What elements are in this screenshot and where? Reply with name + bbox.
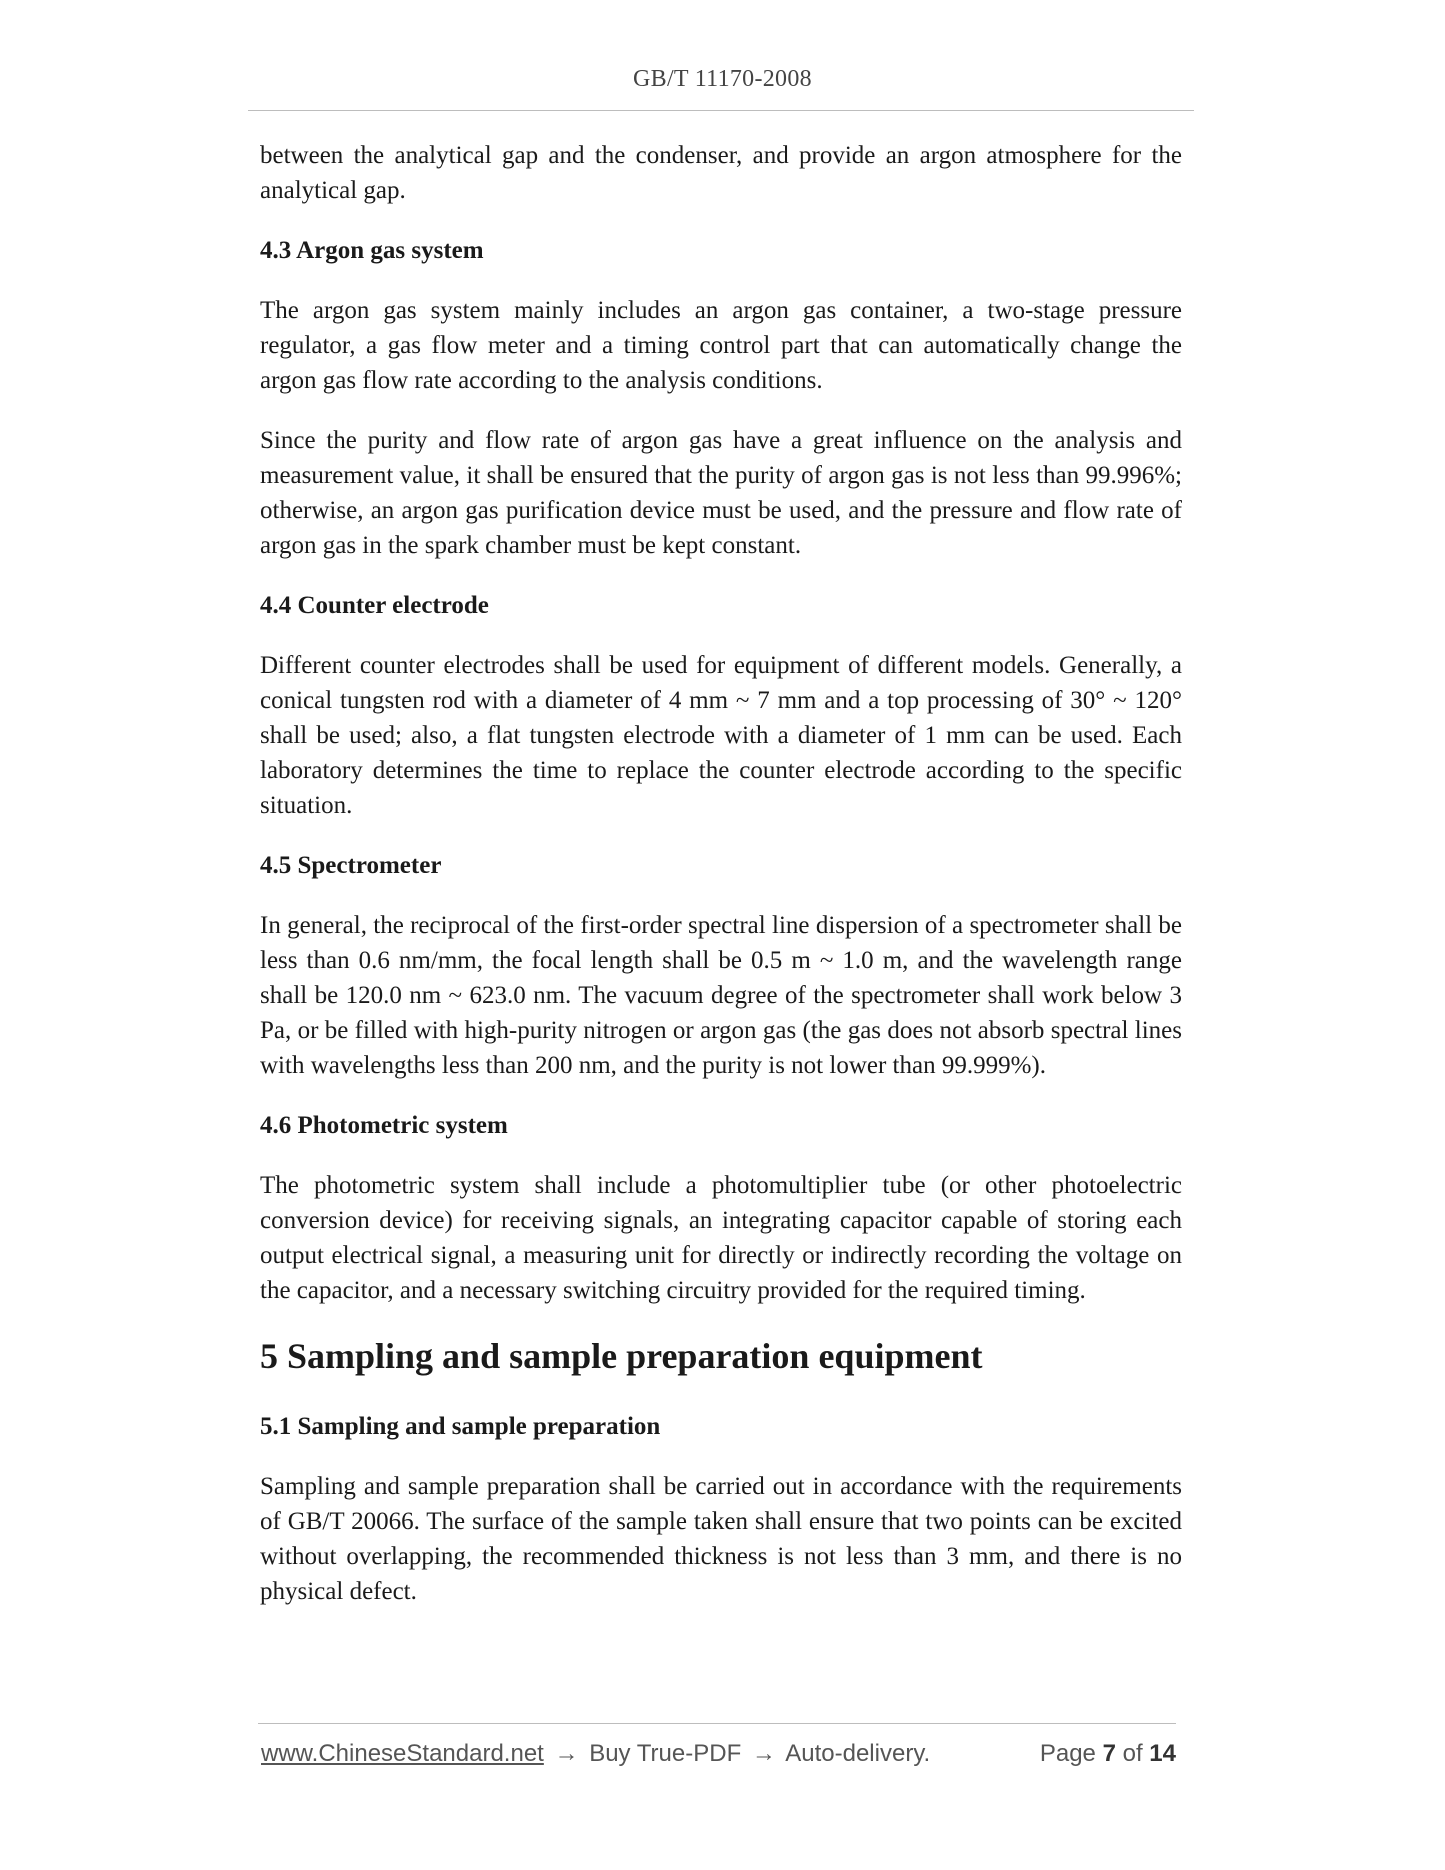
section-5-1-heading: 5.1 Sampling and sample preparation <box>260 1413 661 1440</box>
arrow-right-icon: → <box>751 1740 776 1767</box>
current-page-number: 7 <box>1102 1740 1116 1767</box>
footer-promo <box>261 1740 930 1768</box>
section-4-4-heading: 4.4 Counter electrode <box>260 592 489 619</box>
arrow-right-icon: → <box>554 1740 579 1767</box>
paragraph-continuation: between the analytical gap and the condenser, and provide an argon atmosphere for the analytical gap. <box>260 142 1182 204</box>
document-body <box>260 138 1182 1634</box>
auto-delivery-text: Auto-delivery. <box>785 1740 931 1767</box>
buy-true-pdf-text: Buy True-PDF <box>589 1740 742 1767</box>
footer-divider <box>258 1723 1176 1724</box>
total-pages-number: 14 <box>1149 1740 1176 1767</box>
section-4-5-paragraph-1: In general, the reciprocal of the first-order spectral line dispersion of a spectrometer shall be less than 0.6 nm/mm, the focal length shall be 0.5 m ~ 1.0 m, and the wavelength range shall be 120.0 nm ~ 623.0 nm. The vacuum degree of the spectrometer shall work below 3 Pa, or be filled with high-purity nitrogen or argon gas (the gas does not absorb spectral lines with wavelengths less than 200 nm, and the purity is not lower than 99.999%). <box>260 912 1182 1079</box>
document-id-header: GB/T 11170-2008 <box>633 66 812 92</box>
section-4-5-heading: 4.5 Spectrometer <box>260 852 442 879</box>
page-footer <box>261 1740 1176 1774</box>
section-4-3-paragraph-1: The argon gas system mainly includes an argon gas container, a two-stage pressure regulator, a gas flow meter and a timing control part that can automatically change the argon gas flow rate according to the analysis conditions. <box>260 297 1182 394</box>
section-4-4-paragraph-1: Different counter electrodes shall be used for equipment of different models. Generally, a conical tungsten rod with a diameter of 4 mm ~ 7 mm and a top processing of 30° ~ 120° shall be used; also, a flat tungsten electrode with a diameter of 1 mm can be used. Each laboratory determines the time to replace the counter electrode according to the specific situation. <box>260 652 1182 819</box>
website-link[interactable]: www.ChineseStandard.net <box>261 1740 544 1767</box>
of-label: of <box>1122 1740 1143 1767</box>
section-4-6-heading: 4.6 Photometric system <box>260 1112 508 1139</box>
page-number <box>1040 1740 1176 1768</box>
section-4-3-heading: 4.3 Argon gas system <box>260 237 484 264</box>
section-4-6-paragraph-1: The photometric system shall include a photomultiplier tube (or other photoelectric conversion device) for receiving signals, an integrating capacitor capable of storing each output electrical signal, a measuring unit for directly or indirectly recording the voltage on the capacitor, and a necessary switching circuitry provided for the required timing. <box>260 1172 1182 1304</box>
page-label: Page <box>1039 1740 1096 1767</box>
header-divider <box>248 110 1194 111</box>
section-5-heading: 5 Sampling and sample preparation equipment <box>260 1336 983 1376</box>
section-5-1-paragraph-1: Sampling and sample preparation shall be carried out in accordance with the requirements of GB/T 20066. The surface of the sample taken shall ensure that two points can be excited without overlapping, the recommended thickness is not less than 3 mm, and there is no physical defect. <box>260 1473 1182 1605</box>
section-4-3-paragraph-2: Since the purity and flow rate of argon gas have a great influence on the analysis and measurement value, it shall be ensured that the purity of argon gas is not less than 99.996%; otherwise, an argon gas purification device must be used, and the pressure and flow rate of argon gas in the spark chamber must be kept constant. <box>260 427 1182 559</box>
